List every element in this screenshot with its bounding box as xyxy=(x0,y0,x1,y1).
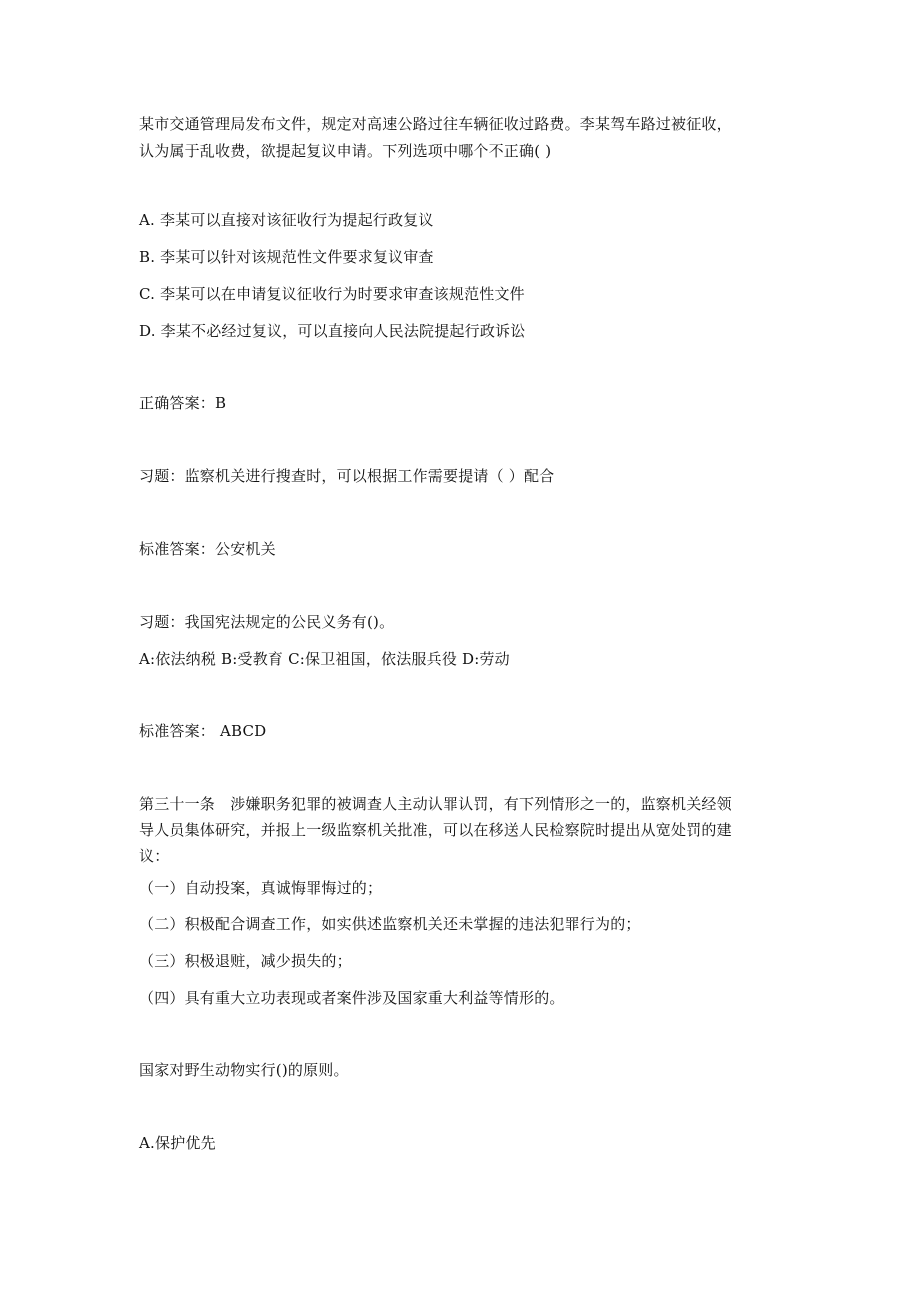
article-text-line-1: 第三十一条 涉嫌职务犯罪的被调查人主动认罪认罚，有下列情形之一的，监察机关经领 xyxy=(139,795,732,813)
question-4-option-a: A.保护优先 xyxy=(139,1134,216,1152)
question-1-answer: 正确答案：B xyxy=(139,394,227,412)
article-item-2: （二）积极配合调查工作，如实供述监察机关还未掌握的违法犯罪行为的； xyxy=(139,915,641,933)
article-item-4: （四）具有重大立功表现或者案件涉及国家重大利益等情形的。 xyxy=(139,989,565,1007)
question-1-option-a: A. 李某可以直接对该征收行为提起行政复议 xyxy=(139,211,434,229)
article-text-line-2: 导人员集体研究，并报上一级监察机关批准，可以在移送人民检察院时提出从宽处罚的建 xyxy=(139,821,732,839)
question-2-text: 习题：监察机关进行搜查时，可以根据工作需要提请（ ）配合 xyxy=(139,467,555,485)
article-item-3: （三）积极退赃，减少损失的； xyxy=(139,952,352,970)
question-1-text-line-2: 认为属于乱收费，欲提起复议申请。下列选项中哪个不正确( ) xyxy=(139,142,552,160)
question-3-options: A:依法纳税 B:受教育 C:保卫祖国，依法服兵役 D:劳动 xyxy=(139,650,510,668)
question-1-option-d: D. 李某不必经过复议，可以直接向人民法院提起行政诉讼 xyxy=(139,322,526,340)
article-item-1: （一）自动投案，真诚悔罪悔过的； xyxy=(139,879,383,897)
question-3-text: 习题：我国宪法规定的公民义务有()。 xyxy=(139,613,395,631)
question-1-option-c: C. 李某可以在申请复议征收行为时要求审查该规范性文件 xyxy=(139,285,525,303)
question-3-answer: 标准答案： ABCD xyxy=(139,722,267,740)
article-text-line-3: 议： xyxy=(139,847,170,865)
question-4-text: 国家对野生动物实行()的原则。 xyxy=(139,1061,349,1079)
question-1-text-line-1: 某市交通管理局发布文件，规定对高速公路过往车辆征收过路费。李某驾车路过被征收， xyxy=(139,115,732,133)
question-2-answer: 标准答案：公安机关 xyxy=(139,540,276,558)
question-1-option-b: B. 李某可以针对该规范性文件要求复议审查 xyxy=(139,248,434,266)
